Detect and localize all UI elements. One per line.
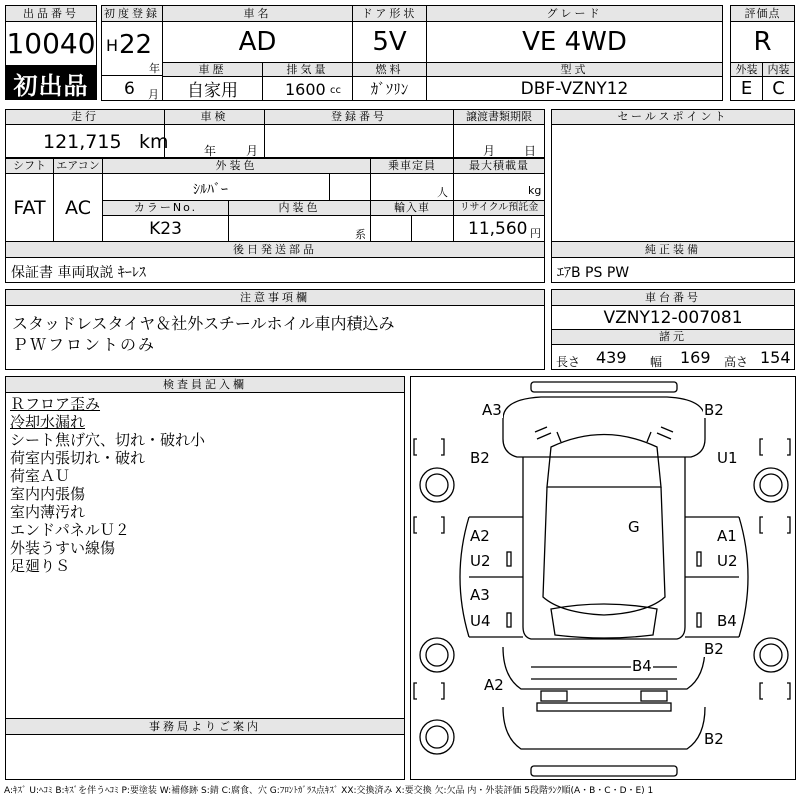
damage-mark: A2: [484, 676, 504, 694]
first-listing-badge: 初出品: [5, 66, 97, 100]
height: 154: [760, 348, 791, 367]
car-outline: [411, 377, 797, 781]
month-unit: 月: [148, 88, 159, 101]
recycle-label: リサイクル預託金: [453, 200, 545, 216]
damage-mark: B2: [470, 449, 490, 467]
inspector-line-3: シート焦げ穴、切れ・破れ小: [10, 431, 206, 449]
registration-era: H: [106, 36, 119, 55]
later-parts-cell: [5, 257, 545, 283]
interior-color-cell: [228, 215, 371, 242]
inspector-notes: [10, 395, 400, 575]
displacement-unit: cc: [330, 85, 341, 96]
office-box: [5, 734, 405, 780]
mileage-cell: [5, 124, 169, 158]
inspector-line-10: 足廻りＳ: [10, 557, 71, 575]
damage-mark: A2: [470, 527, 490, 545]
recycle-cell: [453, 215, 545, 242]
shift-label: シフト: [5, 158, 54, 174]
notes-box: [5, 305, 545, 370]
inspection-month-unit: 月: [246, 144, 259, 158]
later-parts-label: 後日発送部品: [5, 241, 545, 258]
first-registration-year: [101, 21, 163, 76]
interior-score: C: [762, 76, 795, 101]
mileage-label: 走行: [5, 109, 165, 125]
exterior-color-label: 外装色: [102, 158, 371, 174]
inspector-line-4: 荷室内張切れ・破れ: [10, 449, 146, 467]
fuel: ｶﾞｿﾘﾝ: [352, 76, 427, 101]
inspector-label: 検査員記入欄: [5, 376, 405, 393]
transfer-deadline: [453, 124, 545, 158]
grade: VE 4WD: [426, 21, 723, 63]
displacement-value: [262, 76, 353, 101]
model-label: 型式: [426, 62, 723, 77]
exterior-color: ｼﾙﾊﾞｰ: [193, 182, 228, 198]
equipment: ｴｱB PS PW: [557, 265, 630, 281]
displacement: 1600: [285, 80, 326, 99]
recycle-fee: 11,560: [468, 219, 528, 239]
later-parts: 保証書 車両取説 ｷｰﾚｽ: [11, 265, 146, 281]
damage-mark: A1: [717, 527, 737, 545]
inspector-line-7: 室内薄汚れ: [10, 503, 86, 521]
notes-label: 注意事項欄: [5, 289, 545, 306]
transfer-month-unit: 月: [483, 144, 496, 158]
lot-number: 10040: [5, 21, 97, 66]
max-load-unit: kg: [528, 184, 542, 197]
exterior-score: E: [730, 76, 763, 101]
chassis-label: 車台番号: [551, 289, 795, 306]
overall-score: R: [730, 21, 795, 63]
first-registration-label: 初度登録: [101, 5, 163, 22]
width-label: 幅: [650, 355, 663, 369]
car-name: AD: [162, 21, 353, 63]
shift: FAT: [5, 173, 54, 242]
inspection-label: 車検: [164, 109, 265, 125]
specs-row: [551, 344, 795, 370]
interior-label: 内装: [762, 62, 795, 77]
max-load-cell: [453, 173, 545, 201]
exterior-color-extra: [329, 173, 371, 201]
first-registration-month: [101, 75, 163, 101]
import-label: 輸入車: [370, 200, 454, 216]
transfer-day-unit: 日: [524, 144, 537, 158]
damage-mark: U4: [470, 612, 491, 630]
damage-mark: B2: [704, 401, 724, 419]
recycle-unit: 円: [530, 227, 541, 240]
aircon: AC: [53, 173, 103, 242]
equipment-label: 純正装備: [551, 241, 795, 258]
damage-mark: G: [628, 518, 640, 536]
year-unit: 年: [149, 62, 160, 75]
equipment-cell: [551, 257, 795, 283]
inspection-year-unit: 年: [204, 144, 217, 158]
exterior-label: 外装: [730, 62, 763, 77]
damage-mark: U2: [717, 552, 738, 570]
aircon-label: エアコン: [53, 158, 103, 174]
capacity-unit: 人: [437, 186, 448, 199]
chassis-number: VZNY12-007081: [551, 305, 795, 330]
damage-mark: U1: [717, 449, 738, 467]
specs-label: 諸元: [551, 329, 795, 345]
import-cell-left: [370, 215, 412, 242]
interior-color-label: 内装色: [228, 200, 371, 216]
notes-line-1: スタッドレスタイヤ＆社外スチールホイル車内積込み: [12, 314, 395, 333]
inspector-line-2: 冷却水漏れ: [10, 413, 86, 431]
mileage: 121,715: [43, 131, 122, 153]
door-type: 5V: [352, 21, 427, 63]
damage-diagram: [410, 376, 796, 780]
registration-year: 22: [119, 30, 153, 60]
capacity-cell: [370, 173, 454, 201]
damage-mark: B4: [632, 657, 652, 675]
damage-mark: B4: [717, 612, 737, 630]
fuel-label: 燃料: [352, 62, 427, 77]
lot-number-label: 出品番号: [5, 5, 97, 22]
damage-mark: B2: [704, 640, 724, 658]
history-label: 車歴: [162, 62, 263, 77]
color-number-label: カラーNo.: [102, 200, 229, 216]
model-code: DBF-VZNY12: [426, 76, 723, 101]
max-load-label: 最大積載量: [453, 158, 545, 174]
inspector-line-6: 室内内張傷: [10, 485, 86, 503]
displacement-label: 排気量: [262, 62, 353, 77]
inspector-line-1: Ｒフロア歪み: [10, 395, 101, 413]
legend: A:ｷｽﾞ U:ﾍｺﾐ B:ｷｽﾞを伴うﾍｺﾐ P:要塗装 W:補修跡 S:錆 C:腐食、穴 G:ﾌﾛﾝﾄｶﾞﾗｽ点ｷｽﾞ XX:交換済み X:要交換 欠:欠品 内・外装評価 5段階ﾗﾝｸ順(A・B・C・D・E) 1: [4, 786, 654, 796]
plate-number: [264, 124, 454, 158]
car-name-label: 車名: [162, 5, 353, 22]
damage-mark: A3: [470, 586, 490, 604]
import-cell-right: [411, 215, 454, 242]
notes-line-2: ＰＷフロントのみ: [12, 335, 157, 354]
plate-number-label: 登録番号: [264, 109, 454, 125]
door-type-label: ドア形状: [352, 5, 427, 22]
transfer-deadline-label: 譲渡書類期限: [453, 109, 545, 125]
inspector-line-5: 荷室ＡＵ: [10, 467, 71, 485]
exterior-color-cell: [102, 173, 330, 201]
car-history: 自家用: [162, 76, 263, 101]
sales-point-label: セールスポイント: [551, 109, 795, 125]
interior-color-unit: 系: [355, 228, 366, 241]
inspector-line-8: エンドパネルＵ２: [10, 521, 130, 539]
inspection-cell: [164, 124, 265, 158]
color-number: K23: [102, 215, 229, 242]
inspector-line-9: 外装うすい線傷: [10, 539, 116, 557]
sales-point: [551, 124, 795, 242]
damage-mark: U2: [470, 552, 491, 570]
height-label: 高さ: [724, 355, 749, 369]
capacity-label: 乗車定員: [370, 158, 454, 174]
registration-month: 6: [124, 79, 135, 99]
grade-label: グレード: [426, 5, 723, 22]
width: 169: [680, 348, 711, 367]
length-label: 長さ: [556, 355, 581, 369]
score-label: 評価点: [730, 5, 795, 22]
office-label: 事務局よりご案内: [5, 718, 405, 735]
damage-mark: A3: [482, 401, 502, 419]
mileage-unit: km: [139, 131, 169, 153]
damage-mark: B2: [704, 730, 724, 748]
length: 439: [596, 348, 627, 367]
